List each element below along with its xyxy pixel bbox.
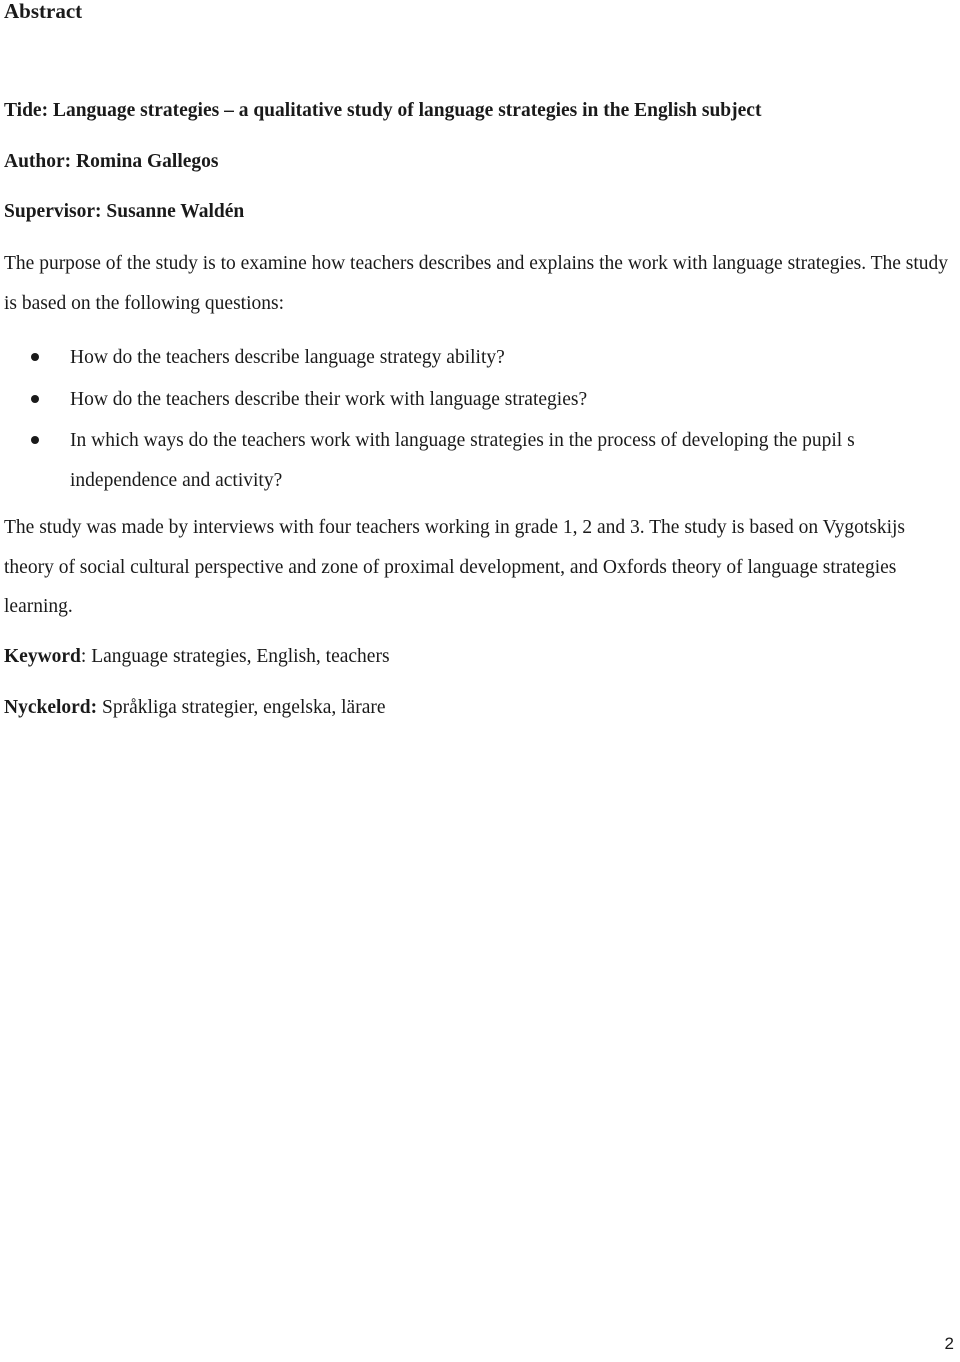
research-question-text: How do the teachers describe language strategy ability?	[70, 347, 505, 368]
thesis-title-line: Tide: Language strategies – a qualitative study of language strategies in the English subject	[4, 100, 762, 121]
research-question-text: How do the teachers describe their work with language strategies?	[70, 388, 588, 410]
author-line: Author: Romina Gallegos	[4, 151, 219, 172]
nyckelord-text: Språkliga strategier, engelska, lärare	[97, 697, 386, 718]
research-question-item	[0, 380, 950, 420]
page-number: 2	[944, 1334, 954, 1353]
keywords-line	[4, 644, 390, 670]
supervisor-line: Supervisor: Susanne Waldén	[4, 201, 245, 222]
bullet-icon	[31, 353, 39, 361]
nyckelord-line	[4, 695, 386, 721]
nyckelord-label: Nyckelord:	[4, 697, 98, 718]
abstract-heading: Abstract	[4, 0, 83, 23]
research-questions-list	[0, 338, 960, 502]
keywords-text: : Language strategies, English, teachers	[80, 646, 390, 667]
keywords-label: Keyword	[4, 646, 81, 667]
bullet-icon	[31, 395, 39, 403]
research-question-item	[0, 421, 950, 500]
method-paragraph: The study was made by interviews with four teachers working in grade 1, 2 and 3. The study is based on Vygotskijs theory of social cultural perspective and zone of proximal development, and Oxfords theory of language strategies learning.	[4, 517, 905, 617]
research-question-text: In which ways do the teachers work with language strategies in the process of developing the pupil s independence and activity?	[70, 430, 855, 491]
bullet-icon	[31, 436, 39, 444]
research-question-item	[0, 338, 950, 378]
purpose-paragraph: The purpose of the study is to examine how teachers describes and explains the work with language strategies. The study is based on the following questions:	[4, 253, 949, 314]
